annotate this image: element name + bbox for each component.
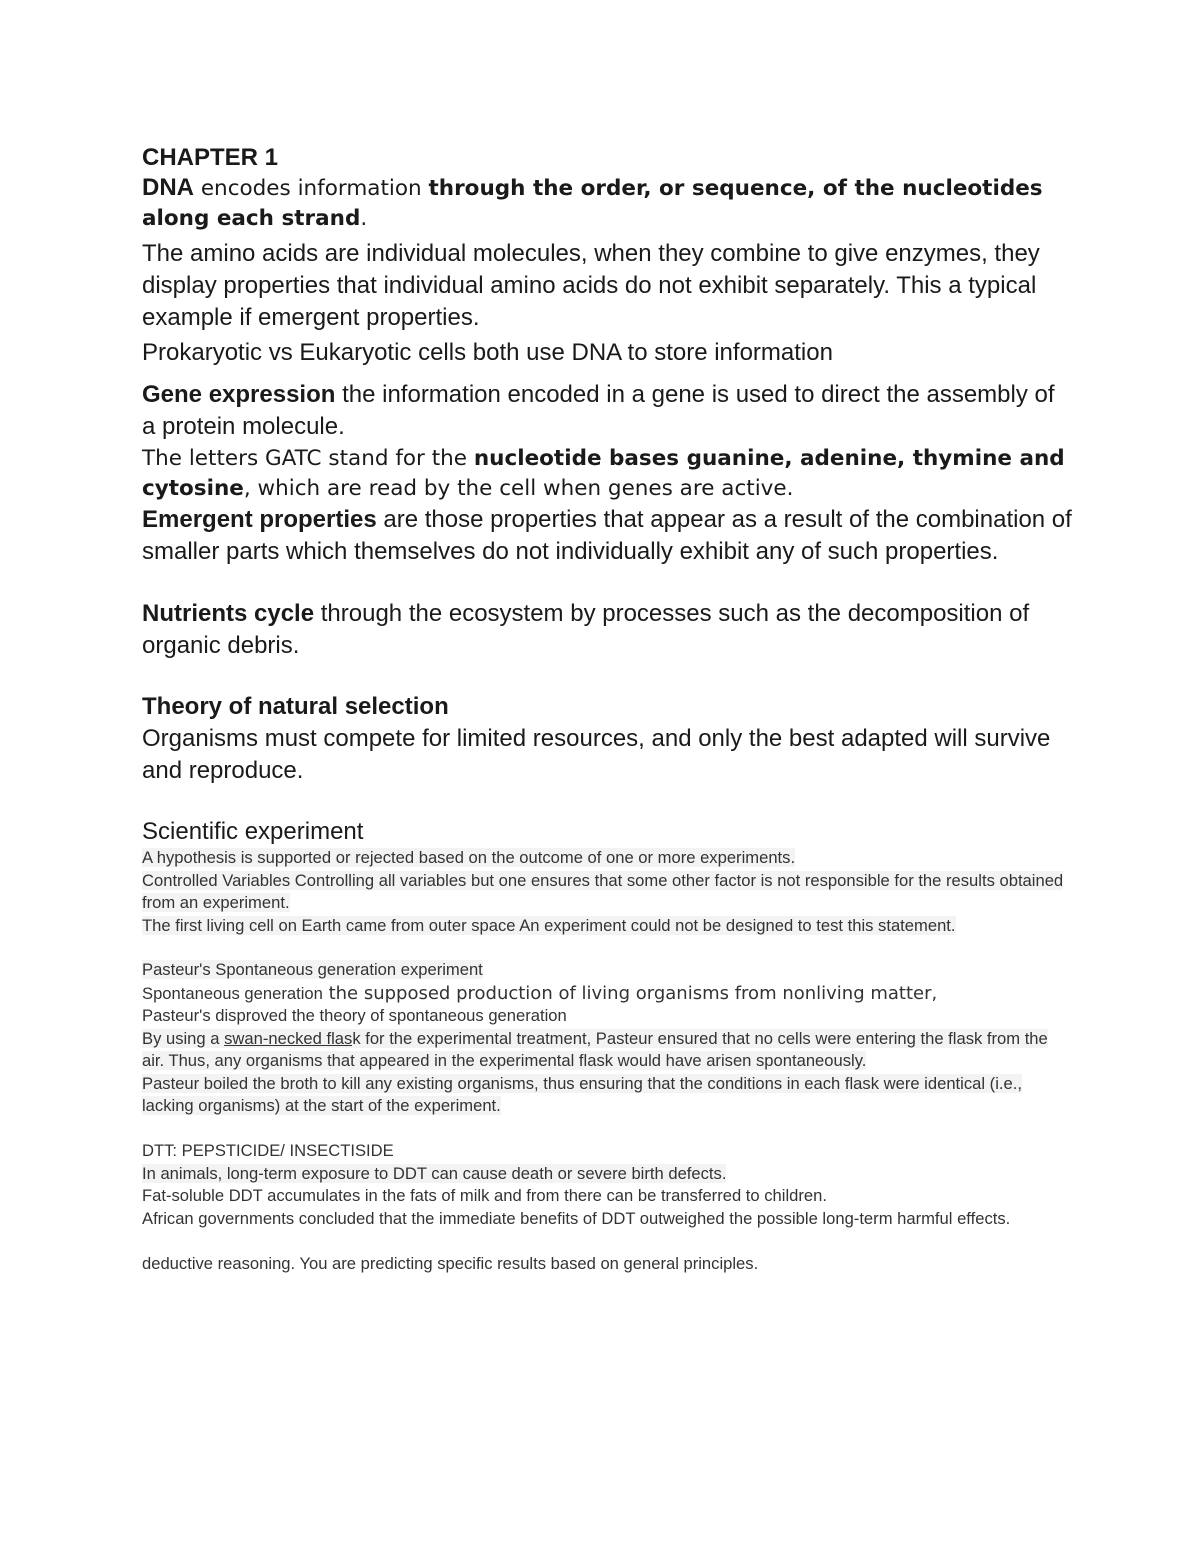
ddt-african-line: African governments concluded that the immediate benefits of DDT outweighed the possible long-term harmful effects. <box>142 1208 1011 1228</box>
natural-selection-text: Organisms must compete for limited resources, and only the best adapted will survive and reproduce. <box>142 725 1051 784</box>
natural-selection-heading: Theory of natural selection <box>142 693 449 720</box>
pasteur-heading: Pasteur's Spontaneous generation experiment <box>142 960 483 980</box>
chapter-heading: CHAPTER 1 <box>142 144 279 171</box>
ddt-fat-line: Fat-soluble DDT accumulates in the fats of milk and from there can be transferred to children. <box>142 1186 827 1206</box>
controlled-variables-line: Controlled Variables Controlling all variables but one ensures that some other factor is not responsible for the results obtained from an experiment. <box>142 870 1064 913</box>
pasteur-disproved-line: Pasteur's disproved the theory of spontaneous generation <box>142 1005 567 1025</box>
emergent-properties-term: Emergent properties <box>142 506 377 533</box>
dna-term: DNA <box>142 174 194 201</box>
ddt-animals-line: In animals, long-term exposure to DDT can cause death or severe birth defects. <box>142 1163 727 1183</box>
swan-necked-flask-link[interactable]: swan-necked flas <box>224 1028 353 1048</box>
amino-acids-paragraph: The amino acids are individual molecules, when they combine to give enzymes, they display properties that individual amino acids do not exhibit separately. This a typical example if emergent properties. <box>142 240 1040 331</box>
hypothesis-line: A hypothesis is supported or rejected based on the outcome of one or more experiments. <box>142 848 796 867</box>
first-living-cell-line: The first living cell on Earth came from outer space An experiment could not be designed to test this statement. <box>142 915 956 935</box>
scientific-experiment-heading: Scientific experiment <box>142 818 364 845</box>
nutrients-paragraph: Nutrients cycle through the ecosystem by processes such as the decomposition of organic debris. <box>142 600 1030 659</box>
gene-expression-term: Gene expression <box>142 381 336 408</box>
prokaryotic-paragraph: Prokaryotic vs Eukaryotic cells both use DNA to store information <box>142 339 833 366</box>
spontaneous-generation-definition: Spontaneous generation the supposed production of living organisms from nonliving matter, <box>142 982 938 1004</box>
deductive-reasoning-line: deductive reasoning. You are predicting specific results based on general principles. <box>142 1254 759 1274</box>
gatc-paragraph: The letters GATC stand for the nucleotide bases guanine, adenine, thymine and cytosine, which are read by the cell when genes are active. <box>142 446 1065 501</box>
dna-paragraph: DNA encodes information through the order, or sequence, of the nucleotides along each strand. <box>142 174 1043 231</box>
gene-expression-paragraph: Gene expression the information encoded in a gene is used to direct the assembly of a protein molecule. <box>142 381 1055 440</box>
emergent-properties-paragraph: Emergent properties are those properties that appear as a result of the combination of smaller parts which themselves do not individually exhibit any of such properties. <box>142 506 1072 565</box>
nutrients-term: Nutrients cycle <box>142 600 315 627</box>
ddt-heading: DTT: PEPSTICIDE/ INSECTISIDE <box>142 1140 394 1160</box>
pasteur-boiled-line: Pasteur boiled the broth to kill any existing organisms, thus ensuring that the conditions in each flask were identical (i.e., lacking organisms) at the start of the experiment. <box>142 1073 1022 1116</box>
swan-necked-flask-line: By using a swan-necked flask for the experimental treatment, Pasteur ensured that no cells were entering the flask from the air. Thus, any organisms that appeared in the experimental flask would have arisen spontaneously. <box>142 1028 1048 1071</box>
document-body <box>142 143 1072 1276</box>
